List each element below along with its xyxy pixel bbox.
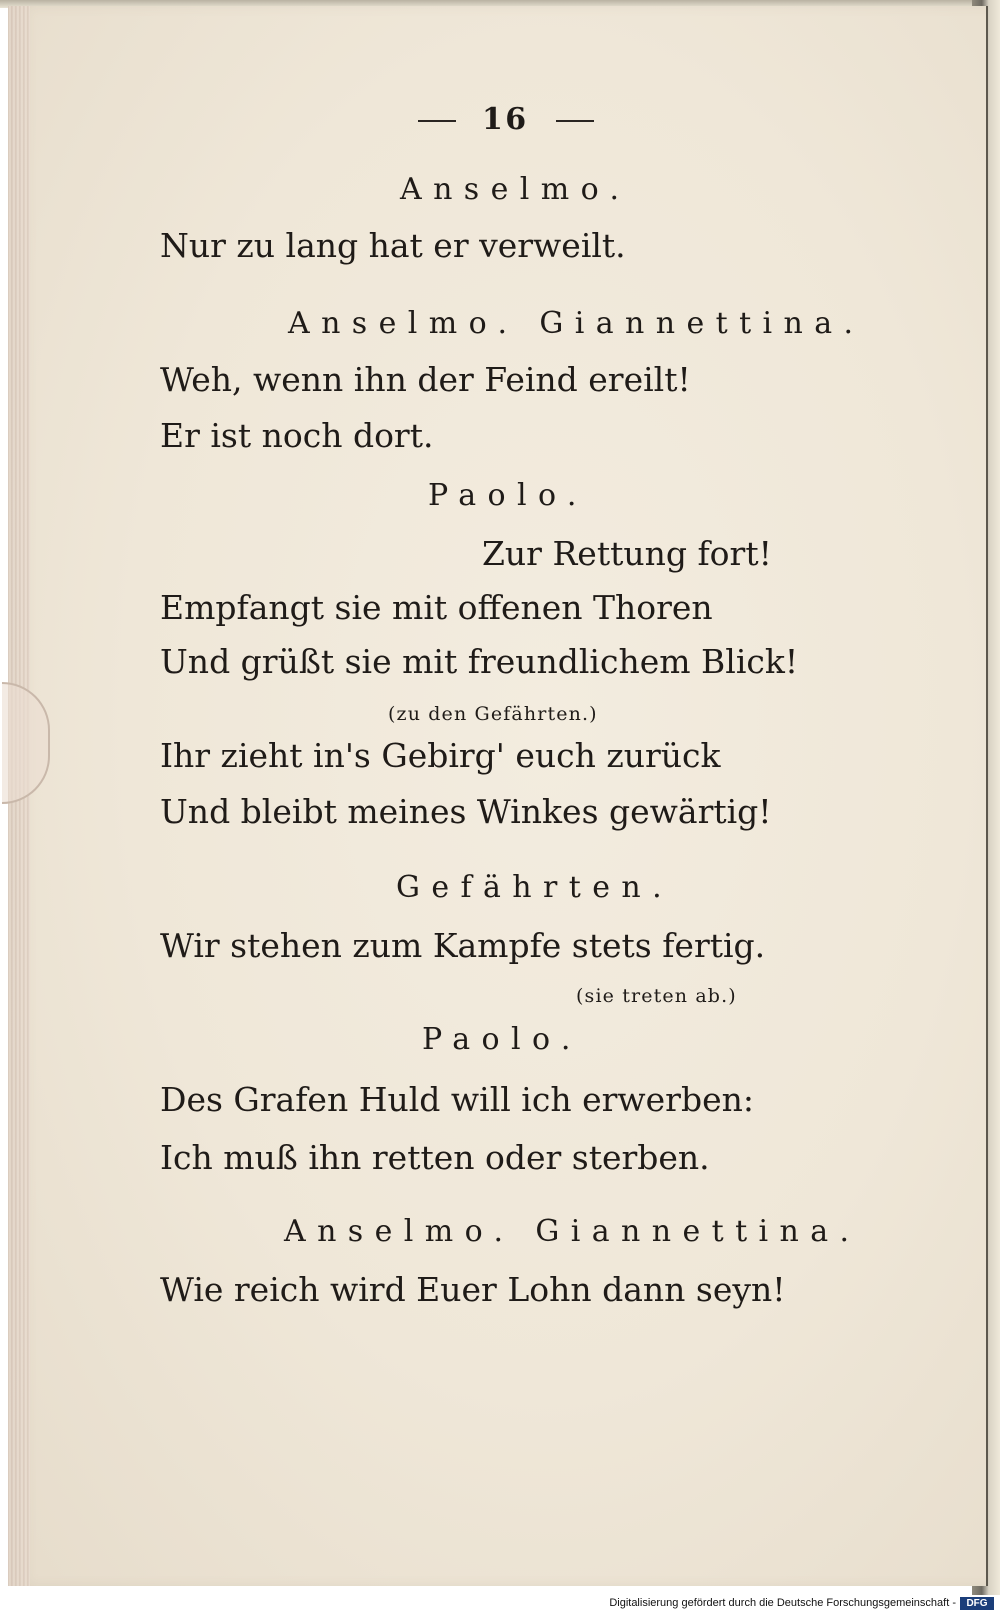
page-number-dash-right: [556, 120, 594, 122]
digitization-footer: [0, 1596, 1000, 1612]
footer-credit: Digitalisierung gefördert durch die Deutsche Forschungsgemeinschaft -: [609, 1597, 956, 1609]
page-number-dash-left: [418, 120, 456, 122]
verse-line: Wir stehen zum Kampfe stets fertig.: [160, 926, 766, 965]
verse-line: Zur Rettung fort!: [482, 534, 772, 573]
speaker-heading: Paolo.: [422, 1022, 582, 1057]
page-sheet: [8, 6, 988, 1586]
speaker-heading: Gefährten.: [396, 870, 674, 905]
page-text: [8, 6, 986, 1586]
verse-line: Und bleibt meines Winkes gewärtig!: [160, 792, 772, 831]
verse-line: Ihr zieht in's Gebirg' euch zurück: [160, 736, 721, 775]
verse-line: Wie reich wird Euer Lohn dann seyn!: [160, 1270, 786, 1309]
verse-line: Ich muß ihn retten oder sterben.: [160, 1138, 710, 1177]
stage-direction: (sie treten ab.): [576, 985, 737, 1007]
verse-line: Nur zu lang hat er verweilt.: [160, 226, 626, 265]
speaker-heading: Anselmo. Giannettina.: [288, 306, 865, 341]
page-number: 16: [482, 102, 529, 137]
verse-line: Des Grafen Huld will ich erwerben:: [160, 1080, 754, 1119]
speaker-heading: Anselmo. Giannettina.: [284, 1214, 861, 1249]
verse-line: Weh, wenn ihn der Feind ereilt!: [160, 360, 691, 399]
dfg-logo-icon: DFG: [960, 1597, 994, 1610]
verse-line: Und grüßt sie mit freundlichem Blick!: [160, 642, 799, 681]
verse-line: Empfangt sie mit offenen Thoren: [160, 588, 713, 627]
stage-direction: (zu den Gefährten.): [388, 703, 598, 725]
speaker-heading: Anselmo.: [400, 172, 631, 207]
verse-line: Er ist noch dort.: [160, 416, 434, 455]
speaker-heading: Paolo.: [428, 478, 588, 513]
